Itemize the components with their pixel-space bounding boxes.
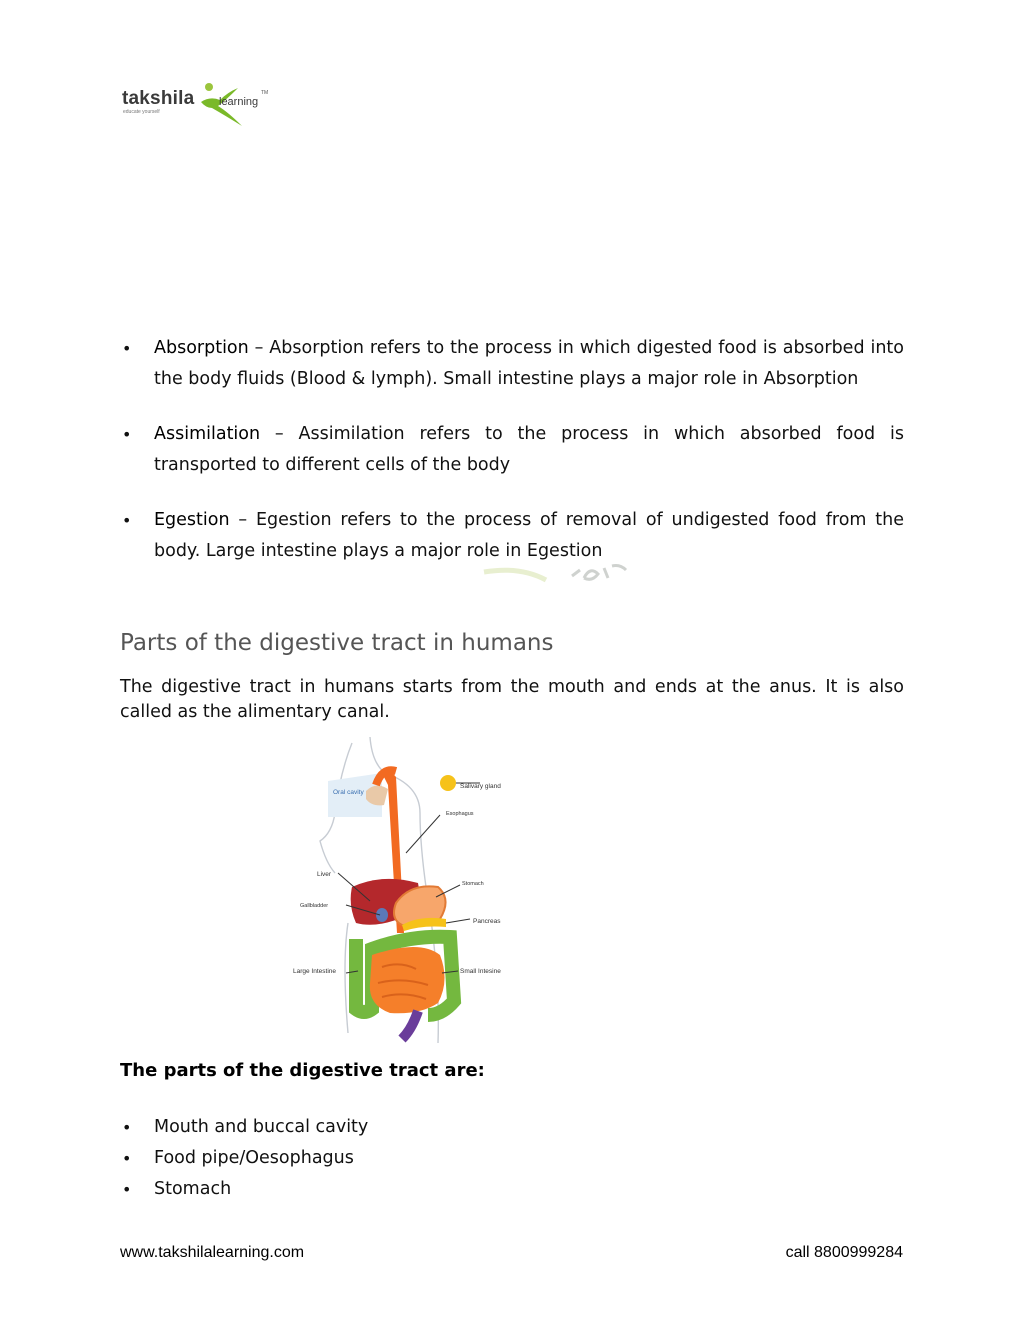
section-heading: Parts of the digestive tract in humans xyxy=(120,630,554,656)
definitions-list xyxy=(120,333,904,591)
label-small-intestine: Small Intesine xyxy=(460,968,501,975)
section-intro: The digestive tract in humans starts from the mouth and ends at the anus. It is also called as the alimentary canal. xyxy=(120,677,904,722)
faint-watermark xyxy=(480,558,640,588)
label-salivary-gland: Salivary gland xyxy=(460,783,501,790)
list-item: • Mouth and buccal cavity xyxy=(120,1112,368,1143)
label-esophagus: Esophagus xyxy=(446,811,474,817)
definition-term: Egestion xyxy=(154,510,230,530)
list-item xyxy=(120,419,904,481)
definition-text: Assimilation refers to the process in which absorbed food is transported to different cells of the body xyxy=(154,424,904,475)
logo-tagline: educate yourself xyxy=(123,109,160,115)
definition-text: Egestion refers to the process of removal of undigested food from the body. Large intestine plays a major role in Egestion xyxy=(154,510,904,561)
definition-term: Assimilation xyxy=(154,424,261,444)
label-liver: Liver xyxy=(317,871,332,878)
list-item: • Food pipe/Oesophagus xyxy=(120,1143,368,1174)
definition-separator: – xyxy=(248,338,270,358)
definition-text: Absorption refers to the process in which digested food is absorbed into the body fluids (Blood & lymph). Small intestine plays a major role in Absorption xyxy=(154,338,904,389)
label-large-intestine: Large Intestine xyxy=(293,968,337,975)
footer-phone: call 8800999284 xyxy=(785,1244,903,1261)
footer-website: www.takshilalearning.com xyxy=(120,1244,305,1261)
logo-tm: TM xyxy=(261,90,269,96)
definition-term: Absorption xyxy=(154,338,249,358)
label-gallbladder: Gallbladder xyxy=(300,903,329,909)
parts-heading: The parts of the digestive tract are: xyxy=(120,1060,485,1081)
list-item: • Stomach xyxy=(120,1174,368,1205)
list-item xyxy=(120,333,904,395)
digestive-system-diagram xyxy=(120,733,690,1048)
logo-wordmark: takshila xyxy=(122,88,195,109)
takshila-logo xyxy=(120,78,280,130)
definition-separator: – xyxy=(229,510,256,530)
label-oral-cavity: Oral cavity xyxy=(333,789,364,796)
parts-list xyxy=(120,1112,368,1205)
definition-separator: – xyxy=(260,424,299,444)
logo-learning: learning xyxy=(219,96,259,108)
label-pancreas: Pancreas xyxy=(473,918,501,925)
label-stomach: Stomach xyxy=(462,881,484,887)
